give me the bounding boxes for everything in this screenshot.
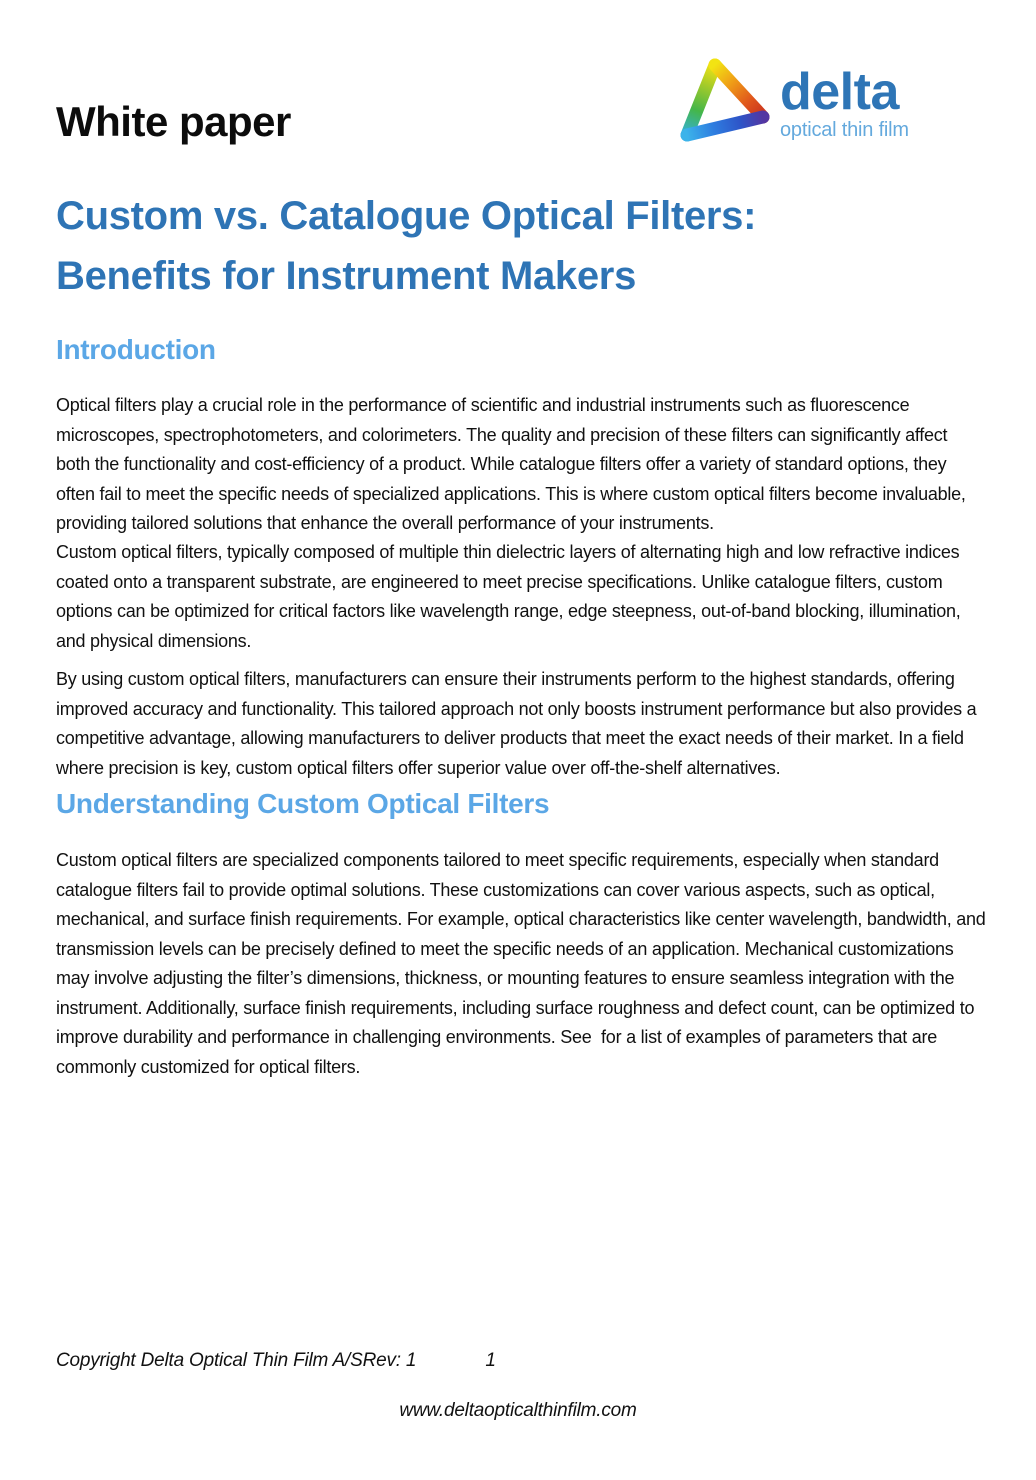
- delta-logo: [674, 56, 909, 156]
- intro-paragraph-1: Optical filters play a crucial role in the performance of scientific and industrial instruments such as fluorescence microscopes, spectrophotometers, and colorimeters. The quality and precision of these filters can significantly affect both the functionality and cost-efficiency of a product. While catalogue filters offer a variety of standard options, they often fail to meet the specific needs of specialized applications. This is where custom optical filters become invaluable, providing tailored solutions that enhance the overall performance of your instruments.: [56, 395, 966, 533]
- logo-tagline-text: optical thin film: [780, 119, 909, 141]
- understanding-paragraph-1: Custom optical filters are specialized components tailored to meet specific requirements, especially when standard catalogue filters fail to provide optimal solutions. These customizations can cover various aspects, such as optical, mechanical, and surface finish requirements. For example, optical characteristics like center wavelength, bandwidth, and transmission levels can be precisely defined to meet the specific needs of an application. Mechanical customizations may involve adjusting the filter’s dimensions, thickness, or mounting features to ensure seamless integration with the instrument. Additionally, surface finish requirements, including surface roughness and defect count, can be optimized to improve durability and performance in challenging environments. See for a list of examples of parameters that are commonly customized for optical filters.: [56, 850, 986, 1077]
- logo-brand-text: delta: [780, 63, 899, 121]
- document-title-line2: Benefits for Instrument Makers: [56, 254, 637, 298]
- page-kicker: White paper: [56, 98, 291, 145]
- delta-triangle-icon: [674, 56, 774, 156]
- footer-copyright-line: [56, 1350, 496, 1372]
- section-heading-introduction: Introduction: [56, 334, 216, 365]
- document-title: [56, 186, 986, 306]
- footer-website-text: www.deltaopticalthinfilm.com: [399, 1400, 637, 1421]
- footer-revision-text: Rev: 1: [362, 1350, 417, 1371]
- logo-text: [780, 63, 909, 142]
- intro-paragraph-2: Custom optical filters, typically composed of multiple thin dielectric layers of alternating high and low refractive indices coated onto a transparent substrate, are engineered to meet precise specifications. Unlike catalogue filters, custom options can be optimized for critical factors like wavelength range, edge steepness, out-of-band blocking, illumination, and physical dimensions.: [56, 542, 961, 651]
- footer-page-number: 1: [485, 1350, 496, 1371]
- footer-copyright-text: Copyright Delta Optical Thin Film A/S: [56, 1350, 363, 1371]
- document-title-line1: Custom vs. Catalogue Optical Filters:: [56, 194, 757, 238]
- section-heading-understanding-custom-optical-filters: Understanding Custom Optical Filters: [56, 788, 550, 819]
- intro-paragraph-3: By using custom optical filters, manufacturers can ensure their instruments perform to the highest standards, offering improved accuracy and functionality. This tailored approach not only boosts instrument performance but also provides a competitive advantage, allowing manufacturers to deliver products that meet the exact needs of their market. In a field where precision is key, custom optical filters offer superior value over off-the-shelf alternatives.: [56, 669, 977, 778]
